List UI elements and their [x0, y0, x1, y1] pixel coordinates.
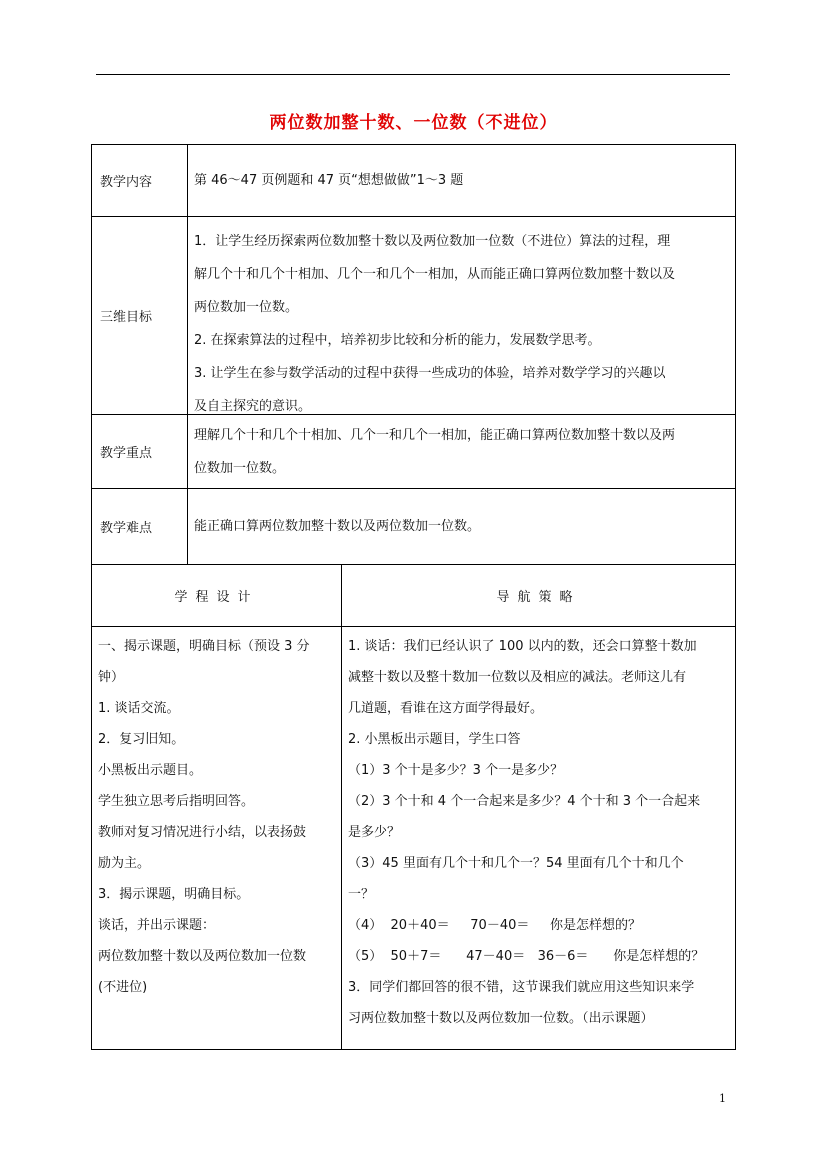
row-value: [188, 217, 735, 414]
text-line: (不进位): [98, 980, 148, 995]
column-header-strategy: 导航策略: [496, 590, 581, 605]
row-value: [188, 415, 735, 488]
text-line: 学生独立思考后指明回答。: [98, 794, 255, 809]
row-label: 三维目标: [92, 217, 188, 414]
text-line: （5） 50＋7＝ 47－40＝ 36－6＝ 你是怎样想的？: [348, 949, 705, 964]
navigation-strategy-column: [342, 627, 735, 1049]
page-number: 1: [719, 1092, 726, 1105]
text-line: 谈话，并出示课题：: [98, 918, 216, 933]
row-value: [188, 145, 735, 216]
text-line: 习两位数加整十数以及两位数加一位数。（出示课题）: [348, 1011, 654, 1026]
text-line: 两位数加整十数以及两位数加一位数: [98, 949, 307, 964]
table-row-objectives: [92, 217, 735, 415]
text-line: 两位数加一位数。: [194, 300, 299, 315]
text-line: （2）3 个十和 4 个一合起来是多少？4 个十和 3 个一合起来: [348, 794, 701, 809]
text-line: （1）3 个十是多少？3 个一是多少？: [348, 763, 564, 778]
row-label: 教学难点: [92, 489, 188, 564]
text-line: 理解几个十和几个十相加、几个一和几个一相加，能正确口算两位数加整十数以及两: [194, 428, 676, 443]
text-line: 一？: [348, 887, 375, 902]
text-line: 小黑板出示题目。: [98, 763, 203, 778]
lesson-plan-table: [91, 144, 736, 1050]
learning-design-column: [92, 627, 342, 1049]
table-row-content: [92, 145, 735, 217]
document-title: 两位数加整十数、一位数（不进位）: [269, 113, 558, 133]
text-line: 及自主探究的意识。: [194, 399, 312, 414]
text-line: 2. 小黑板出示题目，学生口答: [348, 732, 521, 747]
row-label: 教学内容: [92, 145, 188, 216]
text-line: 1．让学生经历探索两位数加整十数以及两位数加一位数（不进位）算法的过程，理: [194, 234, 671, 249]
text-line: 1. 谈话交流。: [98, 701, 180, 716]
text-line: 1. 谈话：我们已经认识了 100 以内的数，还会口算整十数加: [348, 639, 697, 654]
row-value: [188, 489, 735, 564]
text-line: 教师对复习情况进行小结，以表扬鼓: [98, 825, 307, 840]
text-line: 一、揭示课题，明确目标（预设 3 分: [98, 639, 310, 654]
table-header-row: [92, 565, 735, 627]
text-line: 位数加一位数。: [194, 461, 286, 476]
text-line: 2．复习旧知。: [98, 732, 185, 747]
column-header-design: 学程设计: [92, 565, 342, 626]
table-row-difficulties: [92, 489, 735, 565]
table-body-row: [92, 627, 735, 1049]
text-line: 2. 在探索算法的过程中，培养初步比较和分析的能力，发展数学思考。: [194, 333, 601, 348]
text-line: 3．同学们都回答的很不错，这节课我们就应用这些知识来学: [348, 980, 695, 995]
row-label: 教学重点: [92, 415, 188, 488]
text-line: （3）45 里面有几个十和几个一？54 里面有几个十和几个: [348, 856, 684, 871]
text-line: 钟）: [98, 670, 125, 685]
header-rule: [96, 74, 730, 75]
text-line: 解几个十和几个十相加、几个一和几个一相加，从而能正确口算两位数加整十数以及: [194, 267, 676, 282]
text-line: 能正确口算两位数加整十数以及两位数加一位数。: [194, 519, 481, 534]
text-line: 励为主。: [98, 856, 151, 871]
table-row-key-points: [92, 415, 735, 489]
text-line: 3．揭示课题，明确目标。: [98, 887, 250, 902]
text-line: 几道题，看谁在这方面学得最好。: [348, 701, 544, 716]
text-line: 第 46～47 页例题和 47 页“想想做做”1～3 题: [194, 173, 464, 188]
text-line: 是多少？: [348, 825, 401, 840]
text-line: 减整十数以及整十数加一位数以及相应的减法。老师这儿有: [348, 670, 687, 685]
text-line: 3. 让学生在参与数学活动的过程中获得一些成功的体验，培养对数学学习的兴趣以: [194, 366, 666, 381]
text-line: （4） 20＋40＝ 70－40＝ 你是怎样想的？: [348, 918, 642, 933]
